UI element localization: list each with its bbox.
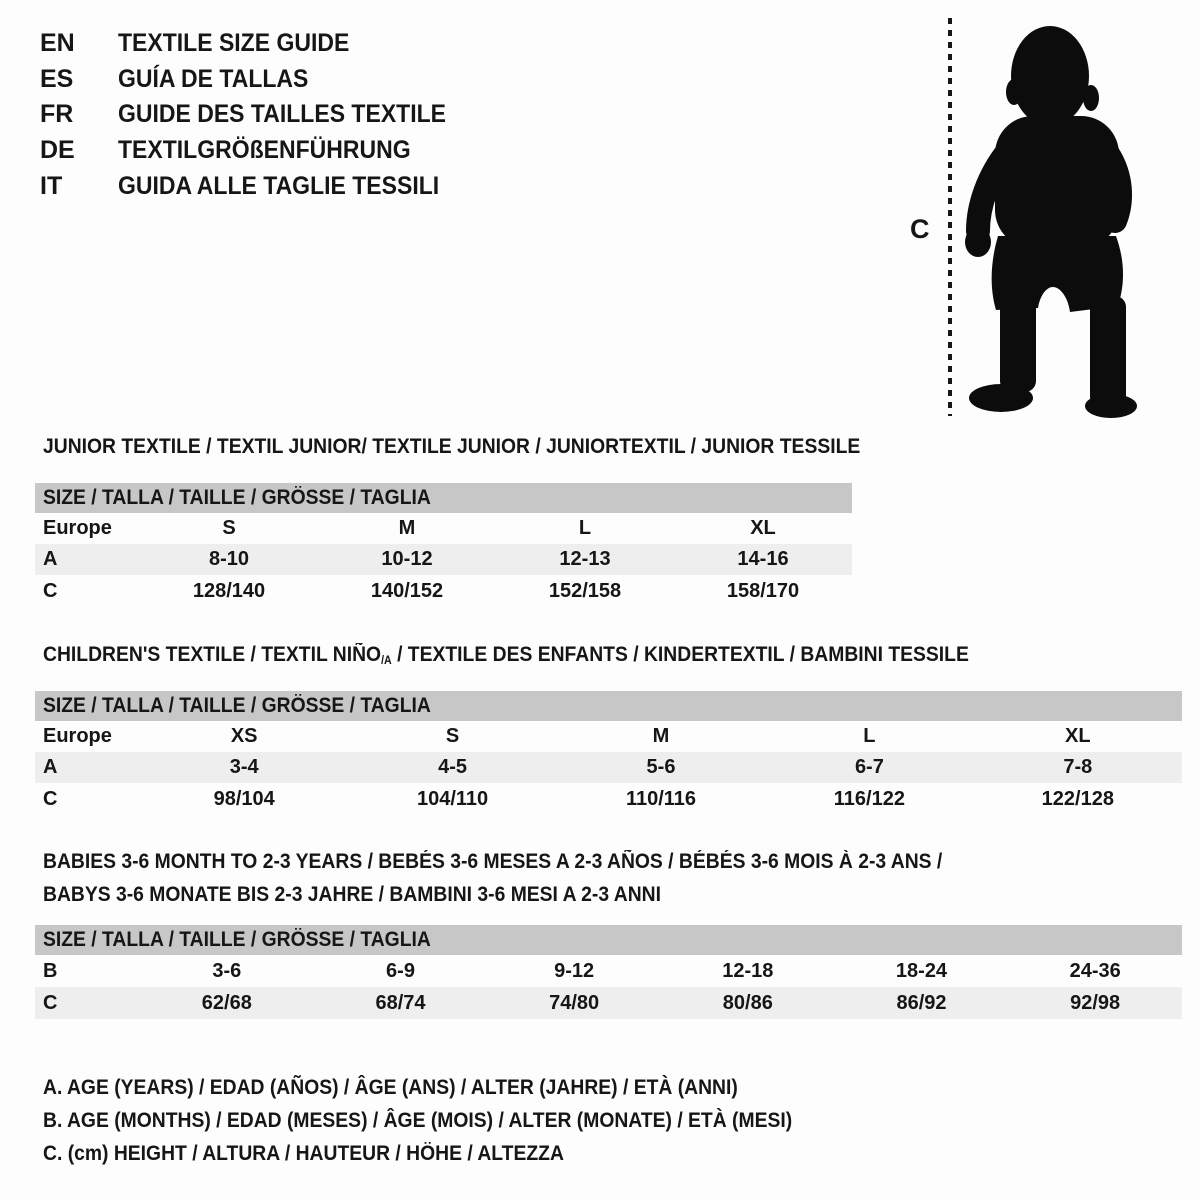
row-label: Europe [43,725,112,747]
lang-code: IT [40,171,63,200]
row-label: C [43,991,58,1014]
section-title-junior [43,436,931,458]
lang-row-es [40,62,475,98]
row-label: B [43,959,58,982]
value-cell: 86/92 [896,991,947,1014]
junior-row-europe [35,513,852,544]
size-cell: M [398,517,416,539]
row-label: C [43,580,58,602]
value-cell: 4-5 [438,756,468,778]
lang-row-it [40,168,475,204]
legend-line-b [43,1104,857,1137]
legend-text: C. (cm) HEIGHT / ALTURA / HAUTEUR / HÖHE / ALTEZZA [43,1142,564,1165]
lang-title: GUIDA ALLE TAGLIE TESSILI [118,171,440,200]
size-cell: M [652,725,670,747]
value-cell: 128/140 [192,580,266,602]
value-cell: 24-36 [1069,959,1121,982]
legend-line-a [43,1071,857,1104]
value-cell: 10-12 [381,548,433,570]
section-title-babies-line2 [43,884,715,906]
babies-size-header-bar [35,925,1182,955]
value-cell: 152/158 [548,580,622,602]
section-title-children [43,644,1049,666]
value-cell: 9-12 [554,959,595,982]
value-cell: 7-8 [1063,756,1093,778]
value-cell: 8-10 [208,548,250,570]
section-title-babies-line1 [43,851,1021,873]
value-cell: 110/116 [625,788,697,810]
lang-code: DE [40,136,75,165]
row-label: Europe [43,517,112,539]
babies-row-months [35,955,1182,987]
height-measure-dashed-line [948,18,952,416]
value-cell: 92/98 [1070,991,1121,1014]
toddler-silhouette-icon [960,16,1145,420]
size-header-text: SIZE / TALLA / TAILLE / GRÖSSE / TAGLIA [43,486,431,509]
value-cell: 18-24 [895,959,948,982]
lang-title: GUÍA DE TALLAS [118,64,309,93]
section-title-children-text [43,644,969,669]
legend-line-c [43,1137,857,1170]
children-row-height [35,783,1182,816]
value-cell: 6-7 [854,756,884,778]
value-cell: 98/104 [213,788,275,810]
row-label: C [43,788,58,810]
size-header-text: SIZE / TALLA / TAILLE / GRÖSSE / TAGLIA [43,694,431,717]
title-part: CHILDREN'S TEXTILE / TEXTIL NIÑO [43,643,382,666]
lang-row-en [40,26,475,62]
lang-code: EN [40,29,75,58]
language-title-list [40,26,475,204]
lang-code: ES [40,64,74,93]
value-cell: 122/128 [1041,788,1114,810]
size-cell: L [863,725,876,747]
size-cell: S [222,517,236,539]
size-cell: XL [750,517,776,539]
size-cell: S [445,725,460,747]
legend-text: A. AGE (YEARS) / EDAD (AÑOS) / ÂGE (ANS) / ALTER (JAHRE) / ETÀ (ANNI) [43,1076,738,1099]
title-part-subscript: /A [381,654,392,667]
value-cell: 6-9 [386,959,415,982]
height-measure-label: C [910,214,930,244]
junior-row-age [35,544,852,575]
babies-row-height [35,987,1182,1019]
value-cell: 74/80 [549,991,600,1014]
value-cell: 116/122 [833,788,905,810]
section-title-babies-text1: BABIES 3-6 MONTH TO 2-3 YEARS / BEBÉS 3-6 MESES A 2-3 AÑOS / BÉBÉS 3-6 MOIS À 2-3 ANS / [43,850,943,873]
lang-code: FR [40,100,74,129]
value-cell: 104/110 [416,788,489,810]
measurement-legend [43,1071,857,1170]
value-cell: 140/152 [370,580,444,602]
children-size-header-bar [35,691,1182,721]
value-cell: 14-16 [737,548,789,570]
junior-row-height [35,575,852,608]
value-cell: 3-6 [212,959,242,982]
size-cell: XL [1065,725,1091,747]
size-cell: L [578,517,592,539]
value-cell: 12-18 [722,959,774,982]
value-cell: 3-4 [229,756,259,778]
children-row-europe [35,721,1182,752]
lang-title: GUIDE DES TAILLES TEXTILE [118,100,446,129]
section-title-junior-text: JUNIOR TEXTILE / TEXTIL JUNIOR/ TEXTILE JUNIOR / JUNIORTEXTIL / JUNIOR TESSILE [43,435,861,458]
size-header-text: SIZE / TALLA / TAILLE / GRÖSSE / TAGLIA [43,928,431,951]
legend-text: B. AGE (MONTHS) / EDAD (MESES) / ÂGE (MOIS) / ALTER (MONATE) / ETÀ (MESI) [43,1109,793,1132]
size-cell: XS [230,725,258,747]
title-part: / TEXTILE DES ENFANTS / KINDERTEXTIL / BAMBINI TESSILE [391,643,969,666]
junior-size-header-bar [35,483,852,513]
value-cell: 12-13 [559,548,611,570]
value-cell: 68/74 [375,991,426,1014]
value-cell: 158/170 [726,580,800,602]
section-title-babies-text2: BABYS 3-6 MONATE BIS 2-3 JAHRE / BAMBINI 3-6 MESI A 2-3 ANNI [43,883,661,906]
value-cell: 5-6 [646,756,676,778]
lang-title: TEXTILGRÖßENFÜHRUNG [118,136,411,165]
value-cell: 62/68 [201,991,252,1014]
row-label: A [43,548,58,570]
lang-row-de [40,133,475,169]
value-cell: 80/86 [722,991,773,1014]
children-row-age [35,752,1182,783]
lang-title: TEXTILE SIZE GUIDE [118,29,350,58]
lang-row-fr [40,97,475,133]
row-label: A [43,756,58,778]
